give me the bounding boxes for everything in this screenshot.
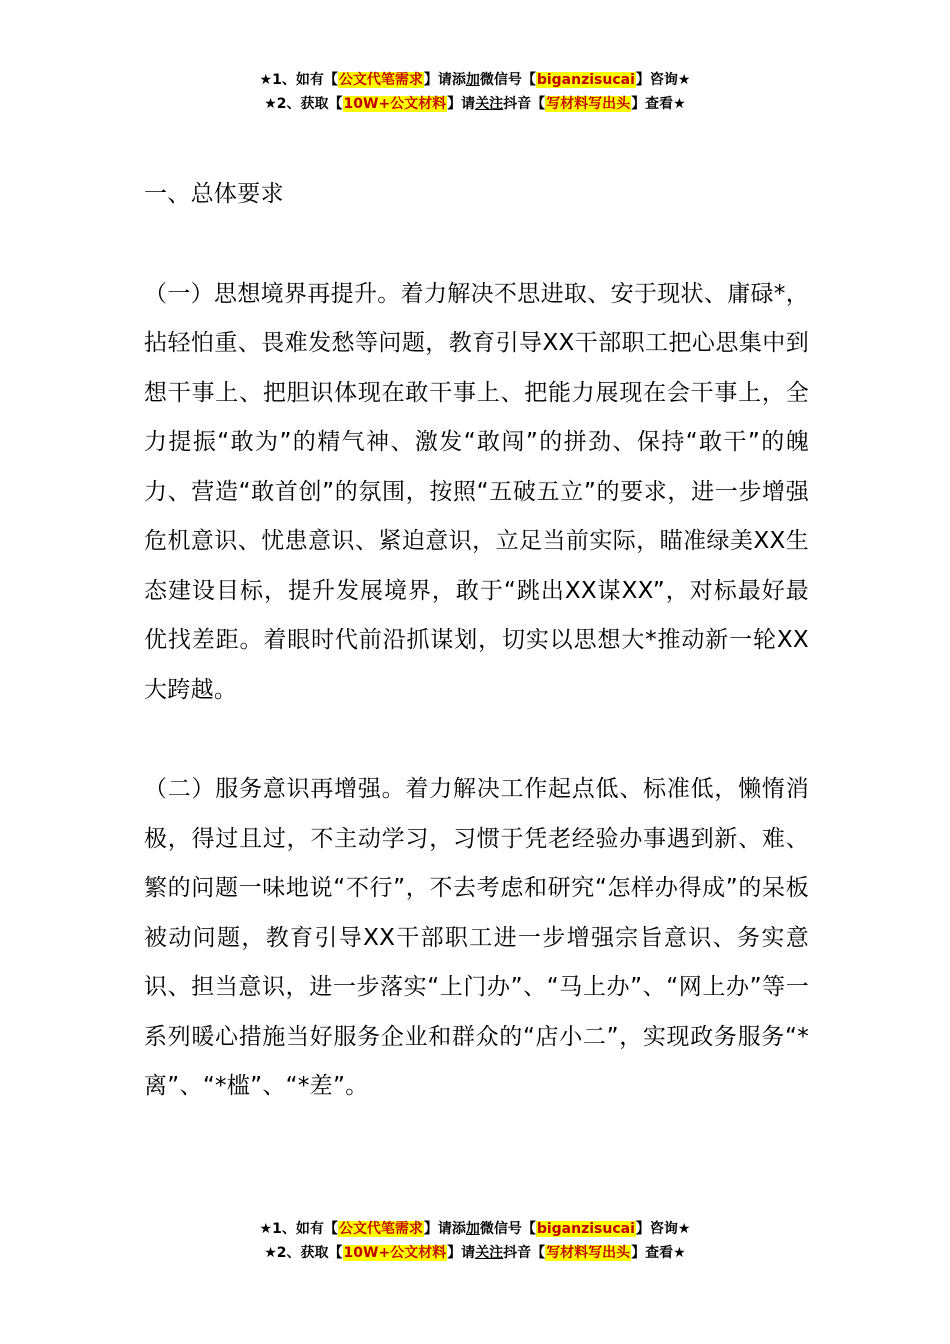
promo-underlined: 加 — [465, 72, 480, 88]
promo-highlight: 公文代笔需求 — [338, 1221, 423, 1237]
promo-text: 】请添 — [423, 72, 466, 88]
document-body — [144, 170, 809, 1162]
promo-underlined: 加 — [465, 1221, 480, 1237]
promo-highlight-wechat-id: biganzisucai — [536, 1221, 635, 1237]
promo-text: 】请 — [447, 96, 476, 112]
promo-text: 】请添 — [423, 1221, 466, 1237]
promo-text: 抖音【 — [503, 96, 546, 112]
promo-text: ★2、获取【 — [264, 96, 343, 112]
promo-text: 】查看★ — [631, 1245, 686, 1261]
paragraph-thought: （一）思想境界再提升。着力解决不思进取、安于现状、庸碌*，拈轻怕重、畏难发愁等问题，教育引导XX干部职工把心思集中到想干事上、把胆识体现在敢干事上、把能力展现在会干事上，全力提振“敢为”的精气神、激发“敢闯”的拼劲、保持“敢干”的魄力、营造“敢首创”的氛围，按照“五破五立”的要求，进一步增强危机意识、忧患意识、紧迫意识，立足当前实际，瞄准绿美XX生态建设目标，提升发展境界，敢于“跳出XX谋XX”，对标最好最优找差距。着眼时代前沿抓谋划，切实以思想大*推动新一轮XX大跨越。 — [144, 280, 809, 703]
promo-highlight: 10W+公文材料 — [343, 96, 447, 112]
promo-underlined: 关注 — [475, 96, 504, 112]
promo-text: 微信号【 — [479, 1221, 536, 1237]
paragraph-service: （二）服务意识再增强。着力解决工作起点低、标准低，懒惰消极，得过且过，不主动学习，习惯于凭老经验办事遇到新、难、繁的问题一味地说“不行”，不去考虑和研究“怎样办得成”的呆板被动问题，教育引导XX干部职工进一步增强宗旨意识、务实意识、担当意识，进一步落实“上门办”、“马上办”、“网上办”等一系列暖心措施当好服务企业和群众的“店小二”，实现政务服务“*离”、“*槛”、“*差”。 — [144, 776, 809, 1099]
promo-line-1 — [0, 68, 950, 92]
promo-text: 微信号【 — [479, 72, 536, 88]
promo-banner-bottom — [0, 1217, 950, 1265]
promo-banner-top — [0, 68, 950, 116]
promo-highlight-douyin-account: 写材料写出头 — [546, 96, 631, 112]
promo-text: 抖音【 — [503, 1245, 546, 1261]
promo-highlight-douyin-account: 写材料写出头 — [546, 1245, 631, 1261]
promo-text: ★2、获取【 — [264, 1245, 343, 1261]
promo-text: ★1、如有【 — [259, 72, 338, 88]
promo-text: 】请 — [447, 1245, 476, 1261]
promo-line-2 — [0, 1241, 950, 1265]
promo-text: 】查看★ — [631, 96, 686, 112]
promo-line-2 — [0, 92, 950, 116]
promo-text: 】咨询★ — [635, 72, 691, 88]
promo-underlined: 关注 — [475, 1245, 504, 1261]
promo-text: 】咨询★ — [635, 1221, 691, 1237]
promo-line-1 — [0, 1217, 950, 1241]
promo-highlight-wechat-id: biganzisucai — [536, 72, 635, 88]
promo-text: ★1、如有【 — [259, 1221, 338, 1237]
promo-highlight: 公文代笔需求 — [338, 72, 423, 88]
promo-highlight: 10W+公文材料 — [343, 1245, 447, 1261]
section-heading: 一、总体要求 — [144, 181, 284, 207]
